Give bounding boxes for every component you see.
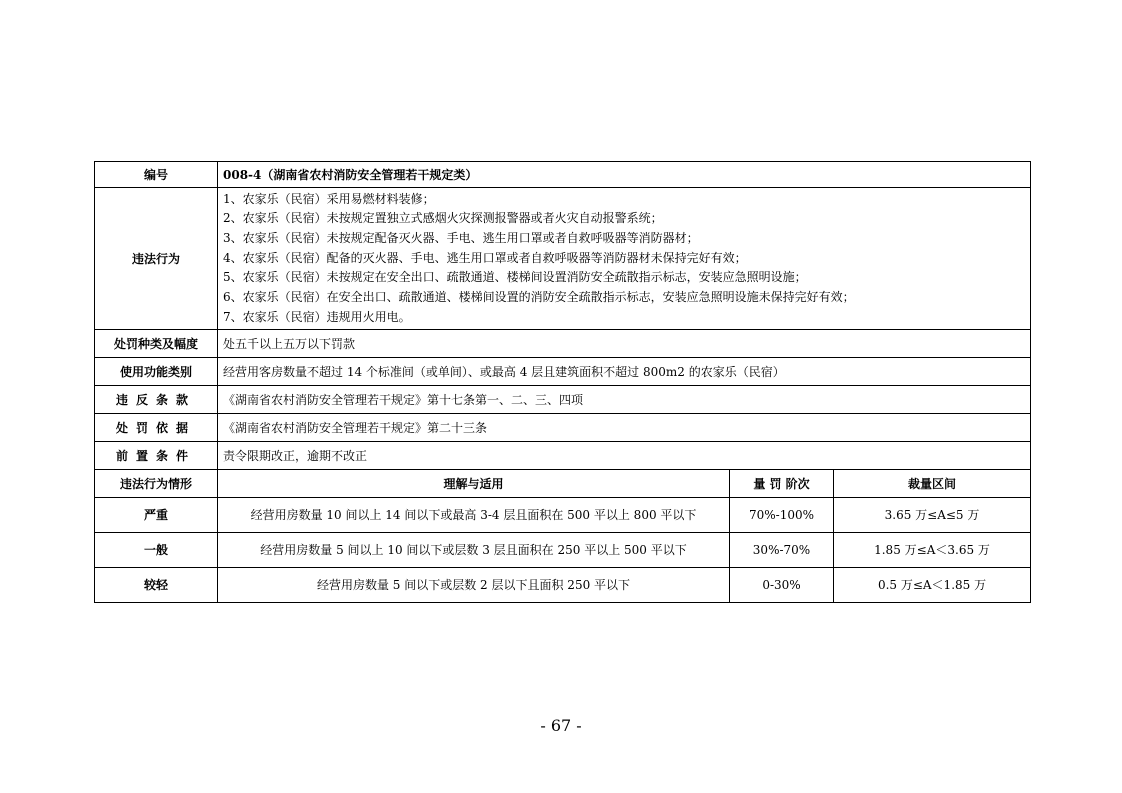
basis-value: 《湖南省农村消防安全管理若干规定》第二十三条 <box>218 414 1031 442</box>
grade-level: 30%-70% <box>730 533 834 568</box>
row-precondition <box>95 442 1031 470</box>
row-article <box>95 386 1031 414</box>
row-basis <box>95 414 1031 442</box>
grade-range: 1.85 万≤A＜3.65 万 <box>834 533 1031 568</box>
grade-situation: 较轻 <box>95 568 218 603</box>
violation-item: 5、农家乐（民宿）未按规定在安全出口、疏散通道、楼梯间设置消防安全疏散指示标志，安装应急照明设施； <box>223 270 807 285</box>
violation-label: 违法行为 <box>95 188 218 330</box>
grade-understanding: 经营用房数量 5 间以上 10 间以下或层数 3 层且面积在 250 平以上 500 平以下 <box>218 533 730 568</box>
precondition-label: 前置条件 <box>95 442 218 470</box>
grade-understanding: 经营用房数量 5 间以下或层数 2 层以下且面积 250 平以下 <box>218 568 730 603</box>
function-value: 经营用客房数量不超过 14 个标准间（或单间）、或最高 4 层且建筑面积不超过 800m2 的农家乐（民宿） <box>218 358 1031 386</box>
violation-item: 6、农家乐（民宿）在安全出口、疏散通道、楼梯间设置的消防安全疏散指示标志，安装应急照明设施未保持完好有效； <box>223 290 855 305</box>
range-header: 裁量区间 <box>834 470 1031 498</box>
penalty-label: 处罚种类及幅度 <box>95 330 218 358</box>
grade-understanding: 经营用房数量 10 间以上 14 间以下或最高 3-4 层且面积在 500 平以上 800 平以下 <box>218 498 730 533</box>
row-number <box>95 162 1031 188</box>
row-function <box>95 358 1031 386</box>
grade-level: 0-30% <box>730 568 834 603</box>
number-value: 008-4（湖南省农村消防安全管理若干规定类） <box>218 162 1031 188</box>
page-number: - 67 - <box>540 716 582 735</box>
grade-row-minor <box>95 568 1031 603</box>
number-label: 编号 <box>95 162 218 188</box>
row-penalty <box>95 330 1031 358</box>
basis-label: 处罚依据 <box>95 414 218 442</box>
violation-item: 7、农家乐（民宿）违规用火用电。 <box>223 309 411 324</box>
precondition-value: 责令限期改正，逾期不改正 <box>218 442 1031 470</box>
situation-header: 违法行为情形 <box>95 470 218 498</box>
violation-item: 3、农家乐（民宿）未按规定配备灭火器、手电、逃生用口罩或者自救呼吸器等消防器材； <box>223 230 699 245</box>
understanding-header: 理解与适用 <box>218 470 730 498</box>
grade-row-severe <box>95 498 1031 533</box>
row-violation <box>95 188 1031 330</box>
grade-level: 70%-100% <box>730 498 834 533</box>
violation-item: 4、农家乐（民宿）配备的灭火器、手电、逃生用口罩或者自救呼吸器等消防器材未保持完好有效； <box>223 250 747 265</box>
violation-item: 1、农家乐（民宿）采用易燃材料装修； <box>223 191 435 206</box>
penalty-table <box>94 161 1031 603</box>
level-header: 量 罚 阶次 <box>730 470 834 498</box>
grade-row-normal <box>95 533 1031 568</box>
grade-range: 0.5 万≤A＜1.85 万 <box>834 568 1031 603</box>
grade-situation: 一般 <box>95 533 218 568</box>
grade-range: 3.65 万≤A≤5 万 <box>834 498 1031 533</box>
violation-list <box>218 188 1031 330</box>
article-value: 《湖南省农村消防安全管理若干规定》第十七条第一、二、三、四项 <box>218 386 1031 414</box>
violation-item: 2、农家乐（民宿）未按规定置独立式感烟火灾探测报警器或者火灾自动报警系统； <box>223 211 663 226</box>
article-label: 违反条款 <box>95 386 218 414</box>
penalty-value: 处五千以上五万以下罚款 <box>218 330 1031 358</box>
grade-situation: 严重 <box>95 498 218 533</box>
grade-header-row <box>95 470 1031 498</box>
function-label: 使用功能类别 <box>95 358 218 386</box>
